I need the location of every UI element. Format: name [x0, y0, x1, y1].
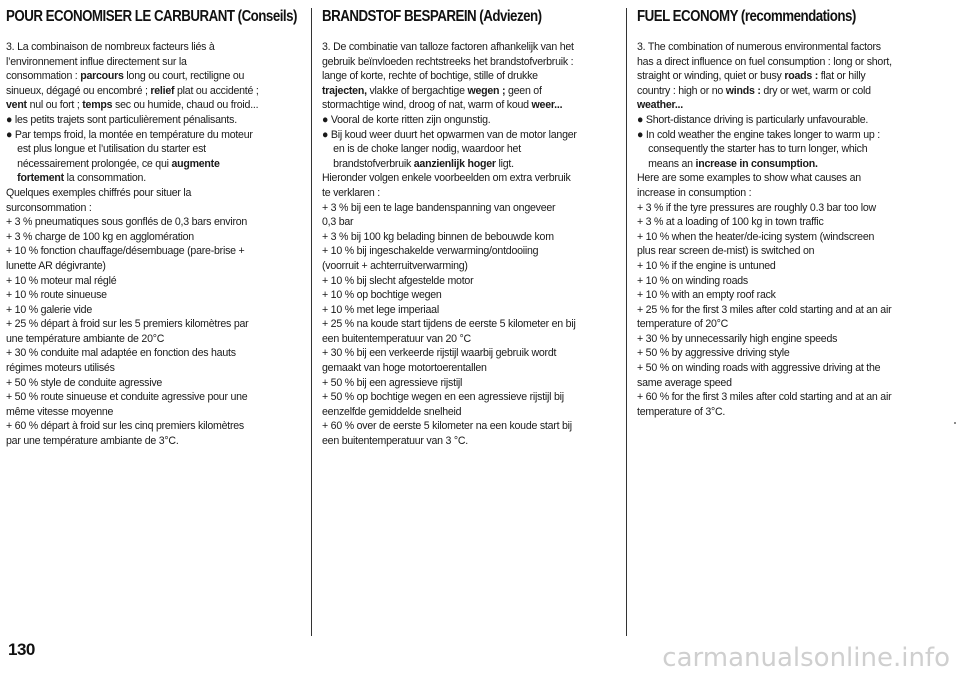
text-line [6, 69, 295, 84]
text-run: has a direct influence on fuel consumption : long or short, [637, 55, 892, 68]
text-line [637, 244, 932, 259]
text-line [637, 361, 932, 376]
bold-text: parcours [80, 70, 124, 83]
text-run: même vitesse moyenne [6, 405, 114, 418]
text-run: + 3 % at a loading of 100 kg in town traffic [637, 216, 824, 229]
text-line [322, 128, 613, 143]
text-run: + 30 % by unnecessarily high engine speeds [637, 332, 838, 345]
text-line [637, 376, 932, 391]
text-line [322, 317, 613, 332]
section-body [637, 40, 932, 419]
text-line [322, 390, 613, 405]
text-line [322, 84, 613, 99]
bold-text: weer... [531, 99, 563, 112]
text-line [322, 40, 613, 55]
text-run: sinueux, dégagé ou encombré ; [6, 84, 151, 97]
text-run: surconsommation : [6, 201, 92, 214]
text-line [637, 317, 932, 332]
text-line [322, 332, 613, 347]
text-line [322, 69, 613, 84]
text-line [322, 288, 613, 303]
text-run: + 3 % bij een te lage bandenspanning van ongeveer [322, 201, 556, 214]
text-run: ● In cold weather the engine takes longer to warm up : [637, 128, 880, 141]
text-run: + 10 % bij slecht afgestelde motor [322, 274, 474, 287]
bold-text: wegen ; [467, 84, 506, 97]
text-line [6, 346, 295, 361]
text-run: nécessairement prolongée, ce qui [17, 157, 172, 170]
section-heading: BRANDSTOF BESPAREIN (Adviezen) [322, 8, 542, 25]
text-line [637, 259, 932, 274]
text-line [6, 390, 295, 405]
text-line [6, 55, 295, 70]
text-line [322, 201, 613, 216]
text-line [6, 113, 295, 128]
text-run: + 10 % bij ingeschakelde verwarming/ontdooiing [322, 245, 539, 258]
column-divider [626, 8, 627, 636]
text-run: nul ou fort ; [26, 99, 83, 112]
text-run: consommation : [6, 70, 81, 83]
text-line [322, 259, 613, 274]
text-line [637, 303, 932, 318]
text-run: + 3 % if the tyre pressures are roughly 0.3 bar too low [637, 201, 876, 214]
text-line [6, 171, 295, 186]
text-run: plus rear screen de-mist) is switched on [637, 245, 815, 258]
text-line [637, 405, 932, 420]
text-line [637, 55, 932, 70]
text-run: + 60 % for the first 3 miles after cold starting and at an air [637, 391, 892, 404]
text-run: stormachtige wind, droog of nat, warm of koud [322, 99, 532, 112]
watermark: carmanualsonline.info [662, 643, 950, 673]
text-run: l’environnement influe directement sur la [6, 55, 187, 68]
column-dutch [322, 8, 614, 449]
text-run: + 10 % fonction chauffage/désembuage (pare-brise + [6, 245, 245, 258]
text-run: geen of [505, 84, 542, 97]
text-run: par une température ambiante de 3°C. [6, 435, 179, 448]
text-run: + 50 % style de conduite agressive [6, 376, 163, 389]
text-run: + 60 % over de eerste 5 kilometer na een koude start bij [322, 420, 572, 433]
text-run: Here are some examples to show what causes an [637, 172, 861, 185]
text-line [637, 215, 932, 230]
text-run: brandstofverbruik [333, 157, 414, 170]
text-run: means an [648, 157, 696, 170]
stray-mark [954, 422, 956, 424]
text-run: gebruik beïnvloeden rechtstreeks het brandstofverbruik : [322, 55, 574, 68]
text-run: Hieronder volgen enkele voorbeelden om extra verbruik [322, 172, 571, 185]
text-run: + 3 % bij 100 kg belading binnen de bebouwde kom [322, 230, 554, 243]
text-run: increase in consumption : [637, 186, 752, 199]
page-number: 130 [8, 640, 35, 659]
column-divider [311, 8, 312, 636]
text-line [637, 40, 932, 55]
text-line [6, 40, 295, 55]
text-run: 3. De combinatie van talloze factoren afhankelijk van het [322, 41, 574, 53]
text-run: + 25 % départ à froid sur les 5 premiers kilomètres par [6, 318, 249, 331]
bold-text: trajecten, [322, 84, 367, 97]
text-line [6, 259, 295, 274]
text-line [322, 346, 613, 361]
text-line [6, 215, 295, 230]
text-line [6, 128, 295, 143]
text-run: temperature of 3°C. [637, 405, 726, 418]
text-run: une température ambiante de 20°C [6, 332, 165, 345]
bold-text: vent [6, 99, 27, 112]
text-run: + 10 % met lege imperiaal [322, 303, 439, 316]
text-run: + 10 % on winding roads [637, 274, 748, 287]
text-run: country : high or no [637, 84, 726, 97]
text-run: ligt. [495, 157, 514, 170]
text-run: + 3 % charge de 100 kg en agglomération [6, 230, 194, 243]
text-line [322, 113, 613, 128]
text-line [322, 55, 613, 70]
text-run: + 3 % pneumatiques sous gonflés de 0,3 bars environ [6, 216, 248, 229]
text-run: + 10 % moteur mal réglé [6, 274, 117, 287]
text-run: Quelques exemples chiffrés pour situer la [6, 186, 192, 199]
text-run: en is de choke langer nodig, waardoor het [333, 143, 521, 156]
bold-text: relief [150, 84, 175, 97]
text-line [637, 69, 932, 84]
text-line [6, 84, 295, 99]
text-run: dry or wet, warm or cold [760, 84, 871, 97]
text-run: te verklaren : [322, 186, 380, 199]
text-run: same average speed [637, 376, 732, 389]
text-line [637, 390, 932, 405]
text-line [637, 84, 932, 99]
bold-text: aanzienlijk hoger [413, 157, 496, 170]
text-line [322, 274, 613, 289]
text-line [6, 332, 295, 347]
text-line [322, 376, 613, 391]
text-line [6, 157, 295, 172]
text-line [637, 113, 932, 128]
text-run: + 50 % bij een agressieve rijstijl [322, 376, 463, 389]
text-run: lunette AR dégivrante) [6, 259, 106, 272]
text-run: ● Short-distance driving is particularly unfavourable. [637, 113, 869, 126]
text-line [637, 201, 932, 216]
text-run: ● Par temps froid, la montée en température du moteur [6, 128, 253, 141]
text-run: + 30 % conduite mal adaptée en fonction des hauts [6, 347, 236, 360]
text-run: 3. La combinaison de nombreux facteurs liés à [6, 41, 215, 53]
text-line [6, 244, 295, 259]
text-line [6, 361, 295, 376]
text-line [322, 142, 613, 157]
text-run: ● Vooral de korte ritten zijn ongunstig. [322, 113, 491, 126]
bold-text: roads : [784, 70, 819, 83]
text-run: + 10 % when the heater/de-icing system (windscreen [637, 230, 875, 243]
text-run: ● Bij koud weer duurt het opwarmen van de motor langer [322, 128, 577, 141]
text-run: ● les petits trajets sont particulièrement pénalisants. [6, 113, 237, 126]
text-line [6, 98, 295, 113]
text-line [6, 230, 295, 245]
text-line [637, 288, 932, 303]
text-line [637, 186, 932, 201]
text-run: flat or hilly [818, 70, 866, 83]
text-line [637, 171, 932, 186]
text-run: (voorruit + achterruitverwarming) [322, 259, 468, 272]
text-line [637, 230, 932, 245]
text-line [6, 142, 295, 157]
text-run: régimes moteurs utilisés [6, 362, 115, 375]
bold-text: fortement [17, 172, 64, 185]
text-run: + 30 % bij een verkeerde rijstijl waarbij gebruik wordt [322, 347, 557, 360]
text-line [322, 230, 613, 245]
text-run: lange of korte, rechte of bochtige, stille of drukke [322, 70, 538, 83]
text-line [322, 405, 613, 420]
section-heading: FUEL ECONOMY (recommendations) [637, 8, 856, 25]
text-run: 0,3 bar [322, 216, 354, 229]
text-run: + 50 % route sinueuse et conduite agressive pour une [6, 391, 248, 404]
bold-text: temps [82, 99, 113, 112]
text-line [6, 434, 295, 449]
text-line [637, 332, 932, 347]
text-run: + 25 % for the first 3 miles after cold starting and at an air [637, 303, 892, 316]
section-body [6, 40, 295, 449]
text-line [6, 274, 295, 289]
text-line [637, 128, 932, 143]
text-run: + 25 % na koude start tijdens de eerste 5 kilometer en bij [322, 318, 576, 331]
text-line [322, 303, 613, 318]
text-run: la consommation. [63, 172, 146, 185]
text-line [6, 288, 295, 303]
bold-text: increase in consumption. [695, 157, 818, 170]
text-line [637, 157, 932, 172]
text-line [322, 98, 613, 113]
text-run: straight or winding, quiet or busy [637, 70, 785, 83]
text-line [322, 215, 613, 230]
text-line [6, 186, 295, 201]
bold-text: weather... [637, 99, 683, 112]
text-run: 3. The combination of numerous environmental factors [637, 41, 881, 53]
text-run: + 10 % if the engine is untuned [637, 259, 776, 272]
text-run: consequently the starter has to turn longer, which [648, 143, 868, 156]
text-line [322, 157, 613, 172]
text-run: est plus longue et l’utilisation du starter est [17, 143, 206, 156]
text-line [6, 405, 295, 420]
section-heading: POUR ECONOMISER LE CARBURANT (Conseils) [6, 8, 297, 25]
text-line [6, 419, 295, 434]
text-line [322, 361, 613, 376]
text-line [322, 171, 613, 186]
text-run: + 10 % op bochtige wegen [322, 289, 442, 302]
text-line [322, 419, 613, 434]
bold-text: augmente [171, 157, 220, 170]
text-run: een buitentemperatuur van 3 °C. [322, 435, 469, 448]
text-run: vlakke of bergachtige [366, 84, 468, 97]
text-run: temperature of 20°C [637, 318, 729, 331]
text-line [637, 274, 932, 289]
text-line [322, 434, 613, 449]
text-line [6, 376, 295, 391]
column-french [6, 8, 296, 449]
text-run: een buitentemperatuur van 20 °C [322, 332, 471, 345]
text-line [6, 317, 295, 332]
text-run: + 50 % on winding roads with aggressive driving at the [637, 362, 881, 375]
text-run: + 50 % by aggressive driving style [637, 347, 790, 360]
text-run: + 10 % with an empty roof rack [637, 289, 776, 302]
text-run: long ou court, rectiligne ou [123, 70, 245, 83]
text-run: + 10 % galerie vide [6, 303, 92, 316]
text-line [637, 142, 932, 157]
column-english [637, 8, 933, 419]
text-line [6, 303, 295, 318]
text-run: sec ou humide, chaud ou froid... [112, 99, 259, 112]
section-body [322, 40, 613, 449]
text-run: + 10 % route sinueuse [6, 289, 107, 302]
text-run: + 60 % départ à froid sur les cinq premiers kilomètres [6, 420, 244, 433]
text-run: gemaakt van hoge motortoerentallen [322, 362, 487, 375]
text-line [637, 98, 932, 113]
bold-text: winds : [725, 84, 761, 97]
text-run: eenzelfde gemiddelde snelheid [322, 405, 462, 418]
text-line [637, 346, 932, 361]
text-line [322, 244, 613, 259]
text-run: plat ou accidenté ; [174, 84, 259, 97]
text-run: + 50 % op bochtige wegen en een agressieve rijstijl bij [322, 391, 564, 404]
text-line [322, 186, 613, 201]
text-line [6, 201, 295, 216]
